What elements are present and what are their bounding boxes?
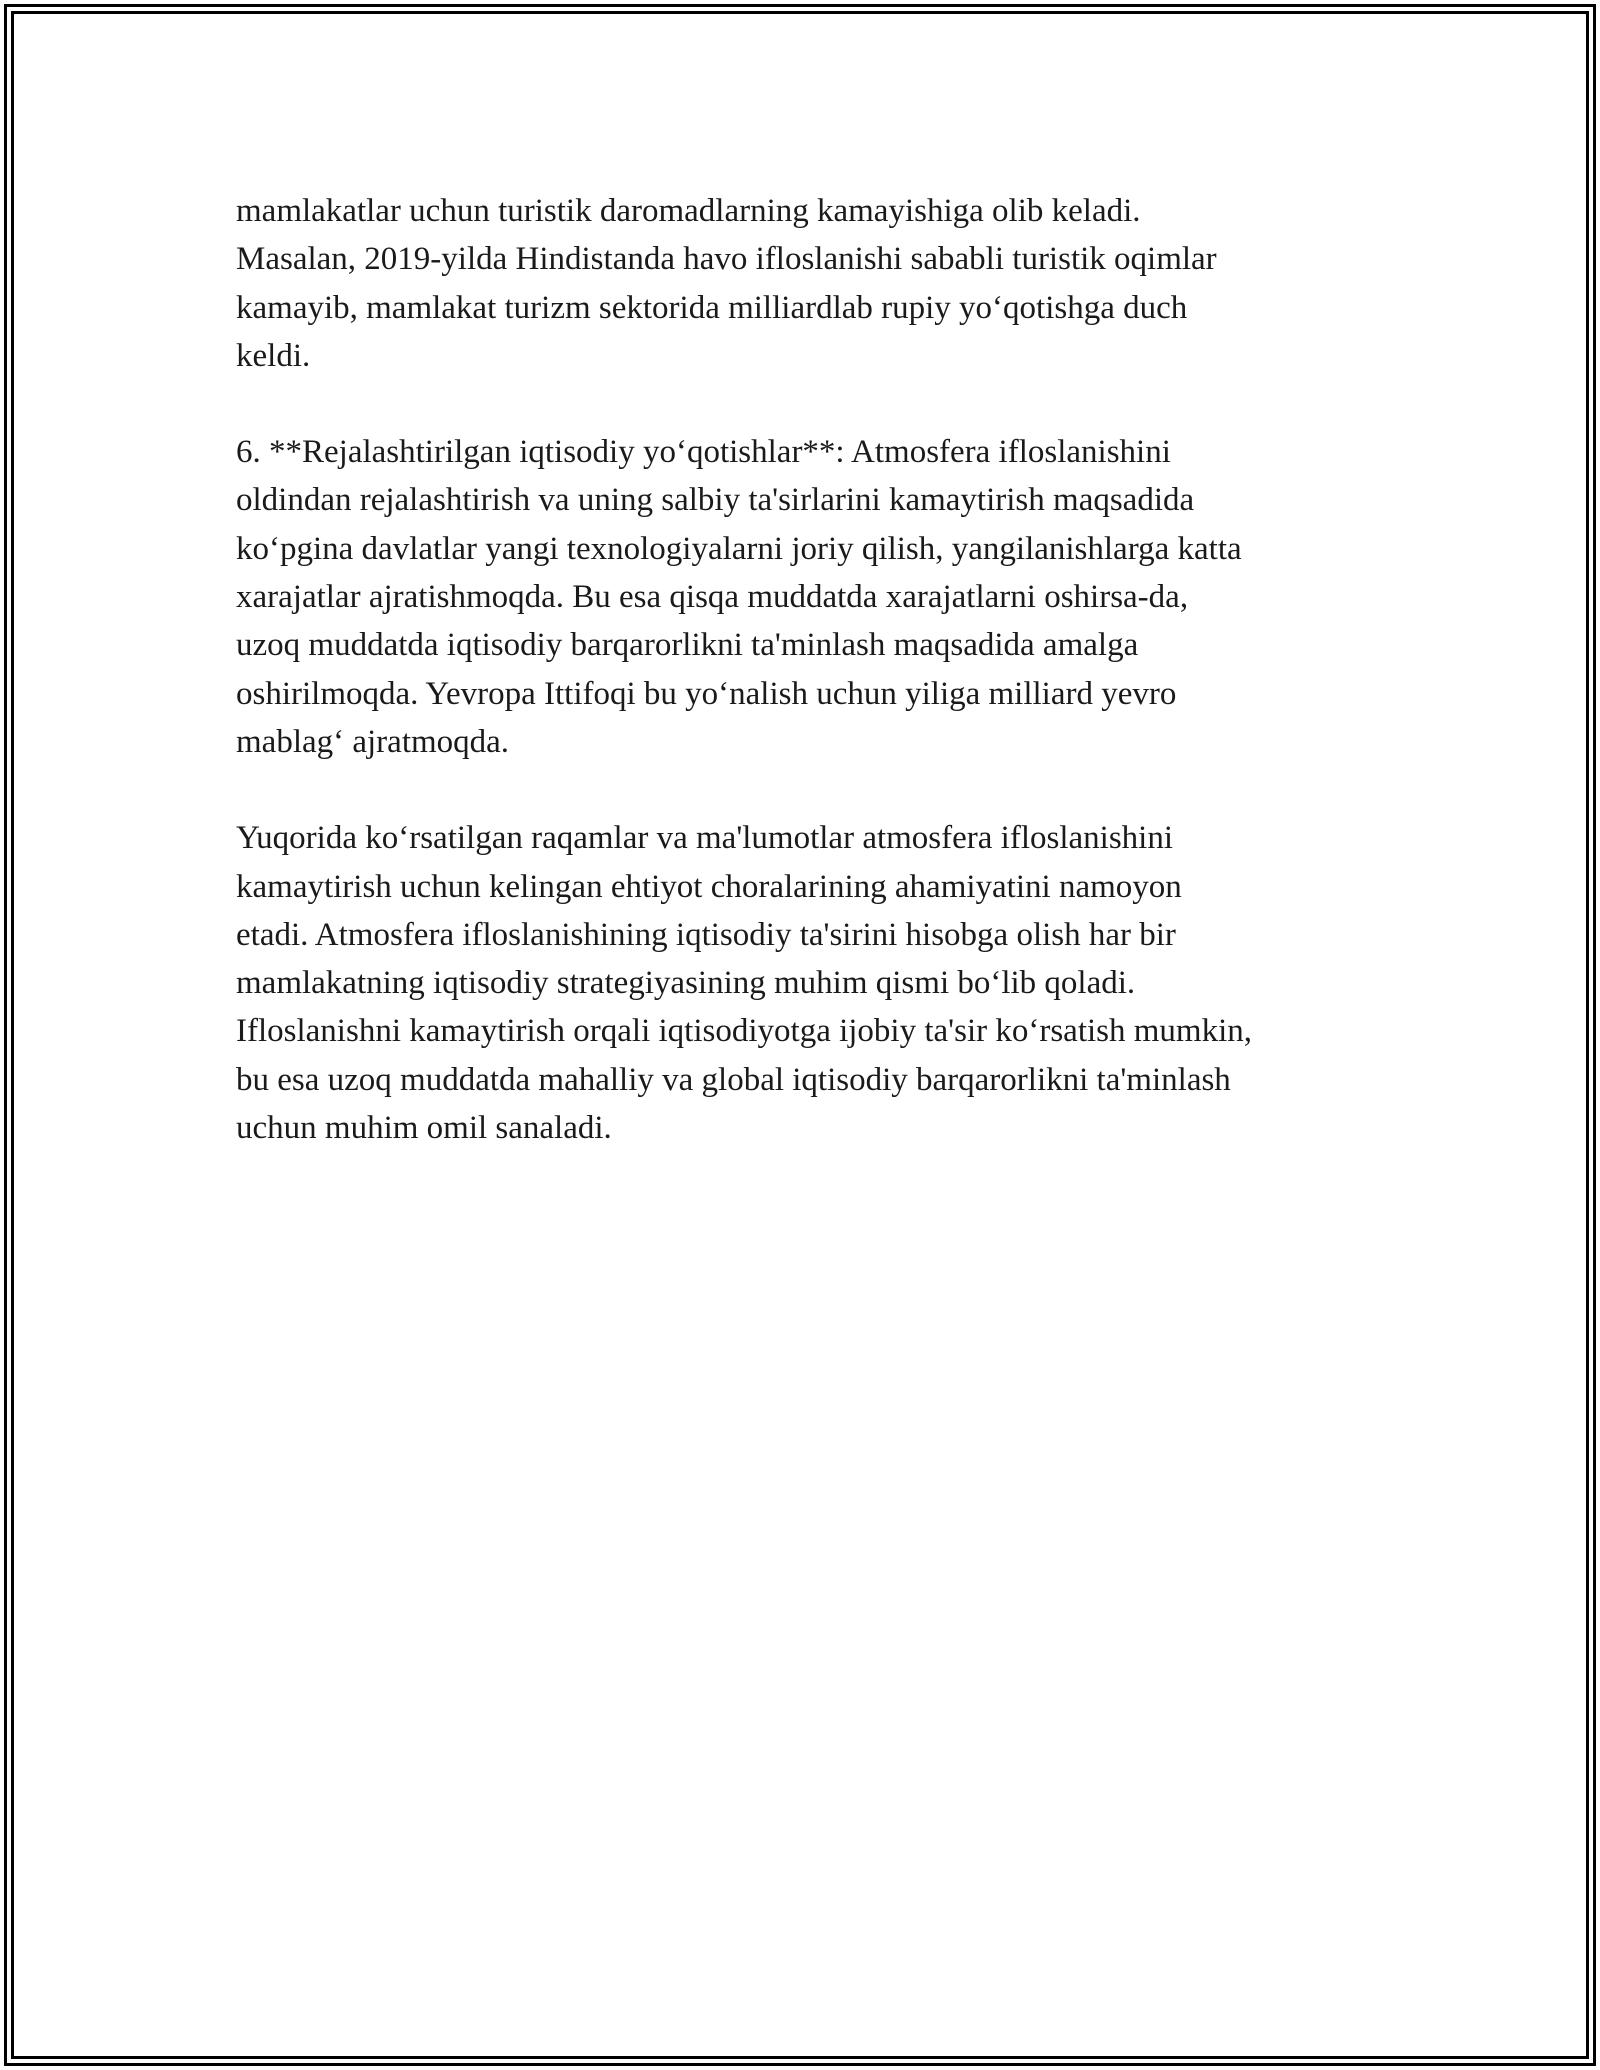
text-line: Masalan, 2019-yilda Hindistanda havo ifloslanishi sababli turistik oqimlar bbox=[236, 241, 1217, 278]
text-line: mamlakatning iqtisodiy strategiyasining muhim qismi bo‘lib qoladi. bbox=[236, 965, 1136, 1002]
text-line: bu esa uzoq muddatda mahalliy va global iqtisodiy barqarorlikni ta'minlash bbox=[236, 1061, 1231, 1098]
paragraph-planned-losses bbox=[236, 428, 1386, 766]
document-body bbox=[236, 187, 1386, 1152]
text-line: xarajatlar ajratishmoqda. Bu esa qisqa muddatda xarajatlarni oshirsa-da, bbox=[236, 579, 1189, 616]
text-line: oshirilmoqda. Yevropa Ittifoqi bu yo‘nalish uchun yiliga milliard yevro bbox=[236, 675, 1177, 712]
text-line: kamaytirish uchun kelingan ehtiyot choralarining ahamiyatini namoyon bbox=[236, 868, 1182, 905]
text-line: 6. **Rejalashtirilgan iqtisodiy yo‘qotishlar**: Atmosfera ifloslanishini bbox=[236, 434, 1171, 471]
paragraph-spacer bbox=[236, 380, 1386, 428]
paragraph-conclusion bbox=[236, 814, 1386, 1152]
text-line: mamlakatlar uchun turistik daromadlarning kamayishiga olib keladi. bbox=[236, 193, 1141, 229]
text-line: Yuqorida ko‘rsatilgan raqamlar va ma'lumotlar atmosfera ifloslanishini bbox=[236, 820, 1174, 857]
text-line: kamayib, mamlakat turizm sektorida milliardlab rupiy yo‘qotishga duch bbox=[236, 289, 1188, 326]
text-line: uchun muhim omil sanaladi. bbox=[236, 1110, 612, 1147]
paragraph-tourism-losses bbox=[236, 187, 1386, 380]
text-line: oldindan rejalashtirish va uning salbiy ta'sirlarini kamaytirish maqsadida bbox=[236, 482, 1195, 519]
text-line: uzoq muddatda iqtisodiy barqarorlikni ta'minlash maqsadida amalga bbox=[236, 627, 1139, 664]
text-line: mablag‘ ajratmoqda. bbox=[236, 723, 510, 760]
text-line: Ifloslanishni kamaytirish orqali iqtisodiyotga ijobiy ta'sir ko‘rsatish mumkin, bbox=[236, 1013, 1253, 1050]
text-line: keldi. bbox=[236, 337, 311, 374]
text-line: ko‘pgina davlatlar yangi texnologiyalarni joriy qilish, yangilanishlarga katta bbox=[236, 530, 1242, 567]
paragraph-spacer bbox=[236, 766, 1386, 814]
text-line: etadi. Atmosfera ifloslanishining iqtisodiy ta'sirini hisobga olish har bir bbox=[236, 916, 1176, 953]
